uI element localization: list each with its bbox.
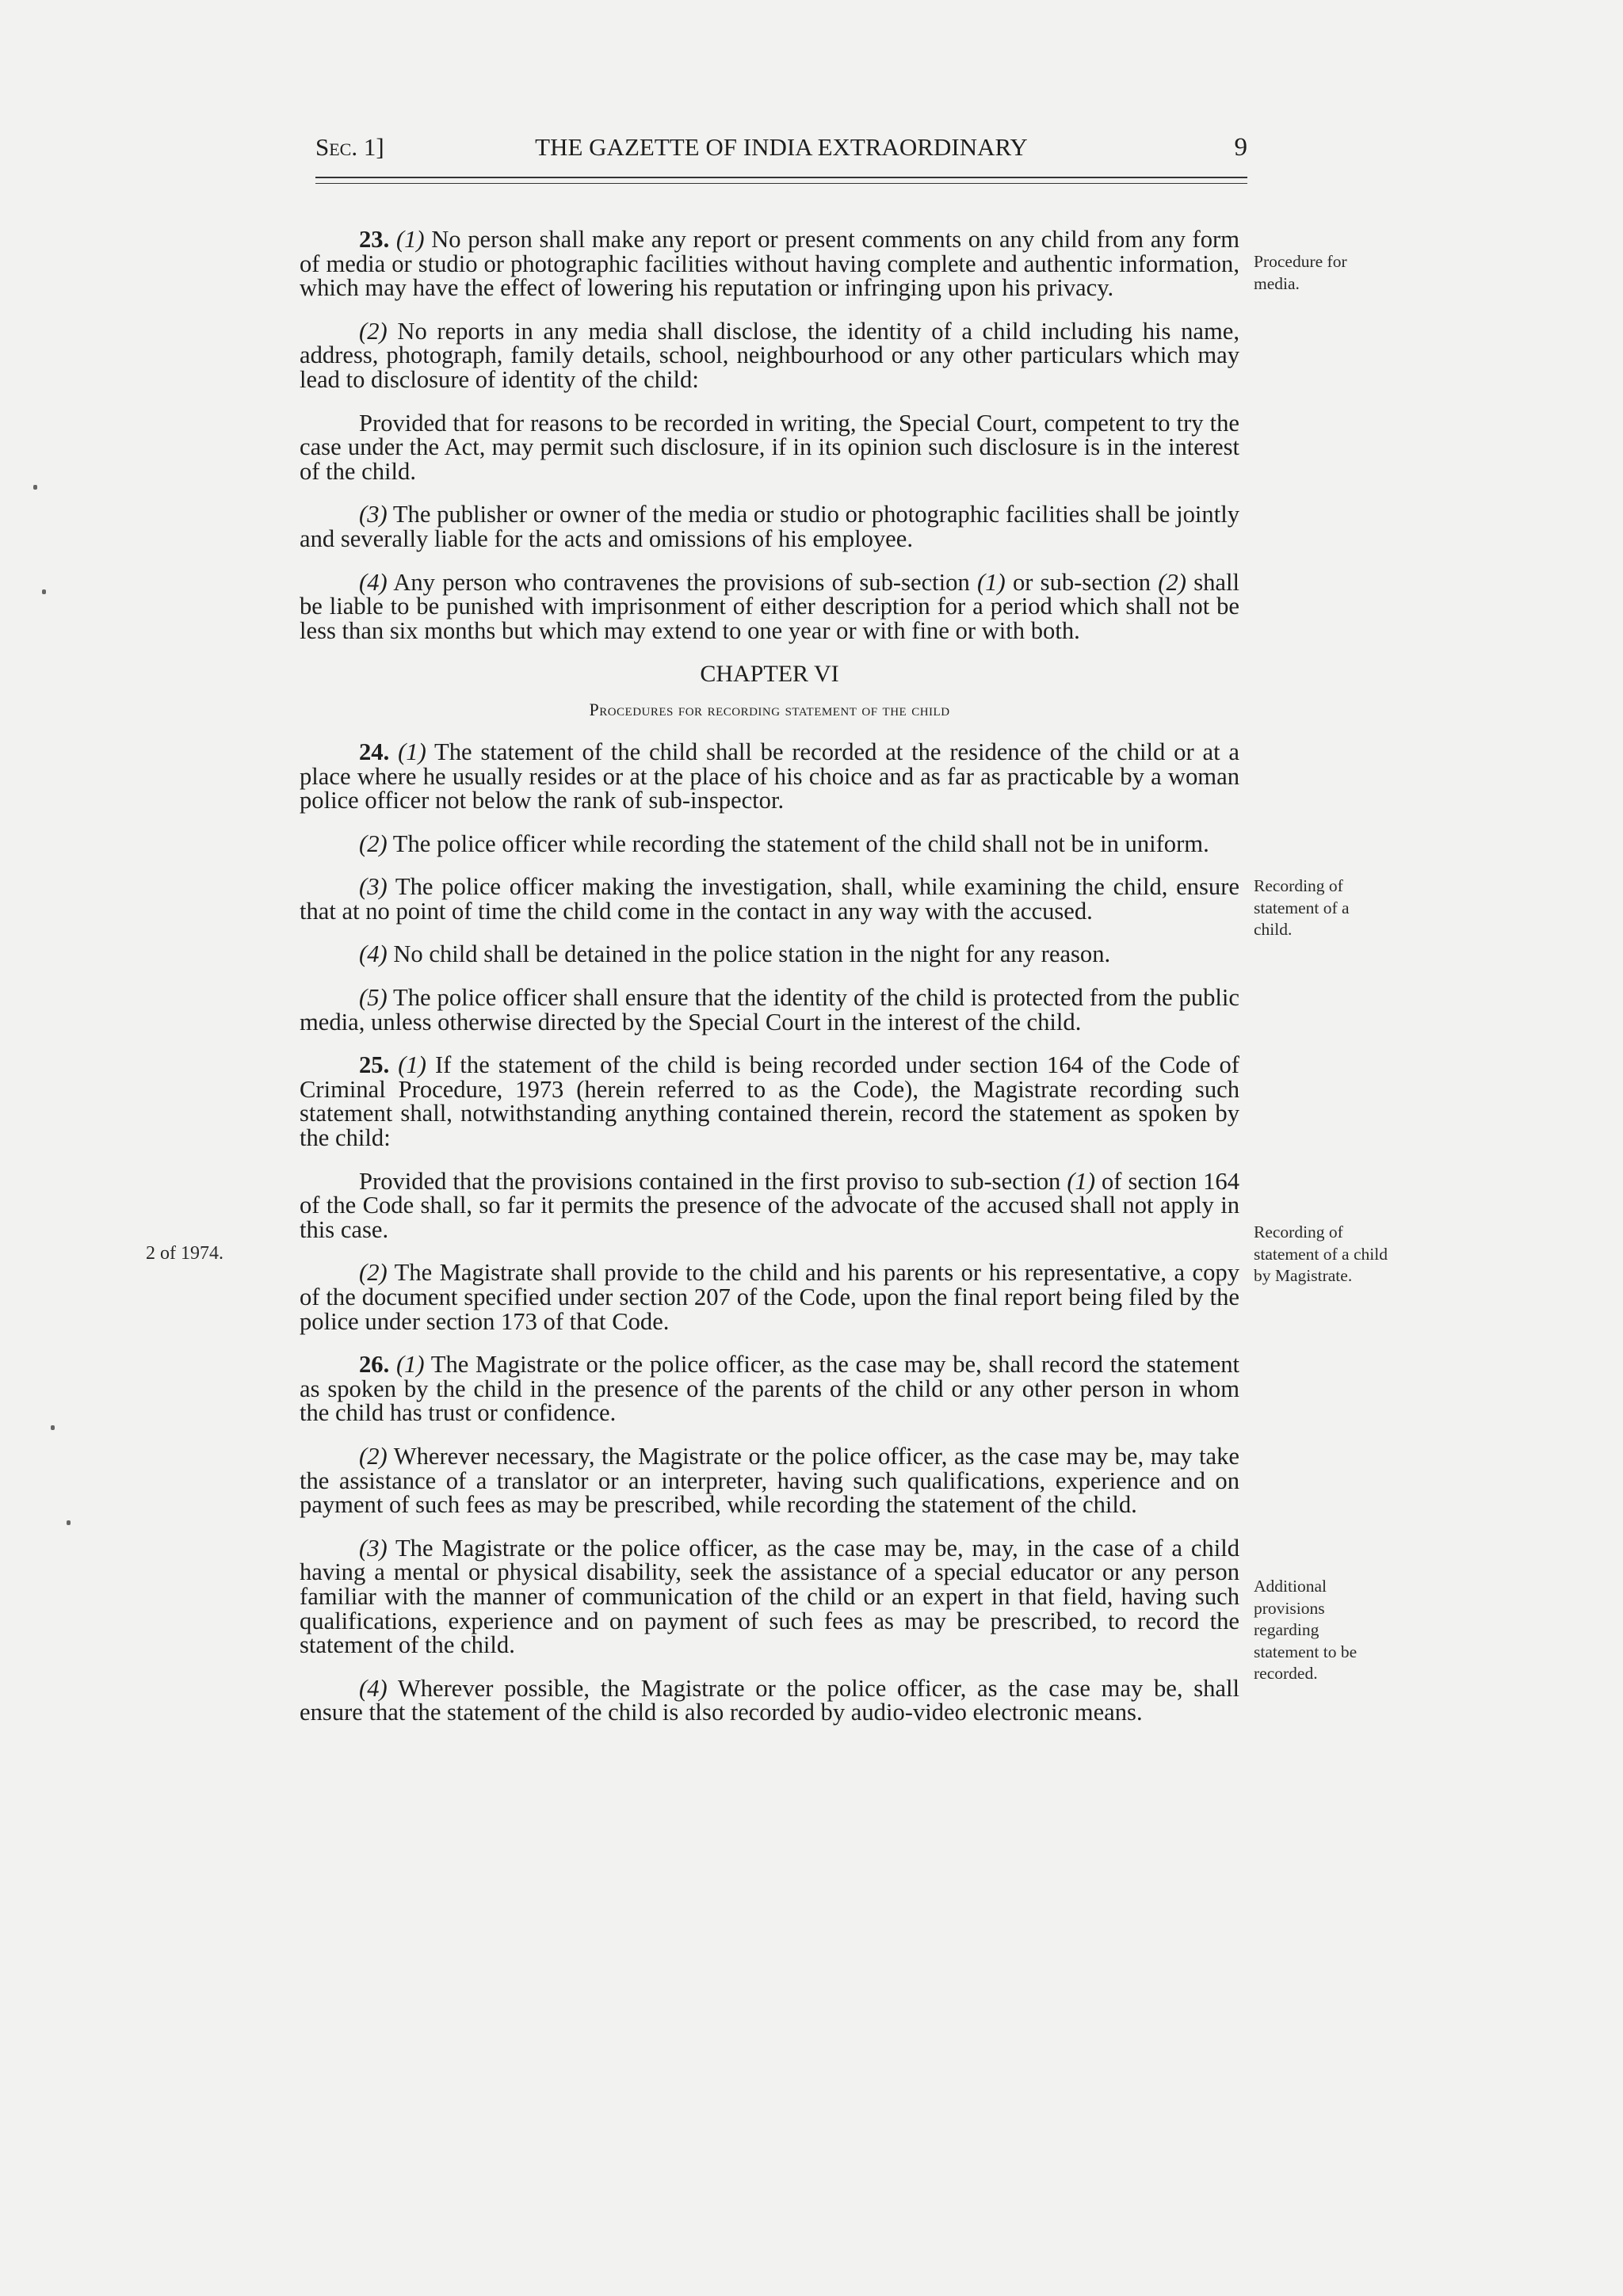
subsection-marker: (3) bbox=[359, 1534, 388, 1562]
subsection-marker: (1) bbox=[395, 1351, 425, 1379]
subsection-marker: (5) bbox=[359, 984, 388, 1012]
page-number: 9 bbox=[1234, 133, 1247, 162]
section-26-subsection-2 bbox=[300, 1444, 1239, 1517]
section-23-subsection-2 bbox=[300, 319, 1239, 392]
paragraph-text: or sub-section bbox=[1005, 568, 1159, 596]
paragraph-text: The police officer shall ensure that the identity of the child is protected from the public media, unless otherwise directed by the Special Court in the interest of the child. bbox=[300, 984, 1239, 1035]
paragraph-text: If the statement of the child is being recorded under section 164 of the Code of Criminal Procedure, 1973 (herein referred to as the Code), the Magistrate recording such statement shall, notwithstanding anything contained therein, record the statement as spoken by the child: bbox=[300, 1051, 1239, 1152]
section-25-subsection-2 bbox=[300, 1261, 1239, 1333]
section-25-subsection-1 bbox=[300, 1053, 1239, 1150]
subsection-marker: (3) bbox=[359, 501, 388, 528]
subsection-marker: (2) bbox=[359, 1442, 388, 1470]
paragraph-text: Provided that the provisions contained in the first proviso to sub-section bbox=[359, 1167, 1067, 1195]
margin-note-procedure-for-media: Procedure for media. bbox=[1254, 252, 1347, 293]
paragraph-text: The Magistrate or the police officer, as the case may be, may, in the case of a child having a mental or physical disability, seek the assistance of a special educator or any person familiar with the manner of communication of the child or an expert in that field, having such qualifications, experience and on payment of such fees as may be prescribed, to record the statement of the child. bbox=[300, 1534, 1239, 1659]
subsection-marker: (1) bbox=[398, 738, 426, 765]
paragraph-text: No child shall be detained in the police station in the night for any reason. bbox=[387, 940, 1111, 968]
margin-note-recording-by-magistrate: Recording of statement of a child by Magistrate. bbox=[1254, 1222, 1388, 1285]
subsection-marker: (4) bbox=[359, 940, 388, 968]
subsection-marker: (4) bbox=[359, 1674, 388, 1702]
margin-note-recording-statement: Recording of statement of a child. bbox=[1254, 876, 1350, 939]
paragraph-text: The Magistrate shall provide to the child and his parents or his representative, a copy of the document specified under section 207 of the Code, upon the final report being filed by the police under section 173 of that Code. bbox=[300, 1259, 1239, 1335]
subsection-marker: (2) bbox=[359, 830, 388, 857]
section-24-subsection-3 bbox=[300, 875, 1239, 923]
paragraph-text: The police officer while recording the statement of the child shall not be in uniform. bbox=[387, 830, 1209, 857]
section-23-subsection-3 bbox=[300, 502, 1239, 551]
section-number: 1] bbox=[363, 133, 384, 161]
section-24-subsection-5 bbox=[300, 986, 1239, 1034]
section-number: 23. bbox=[359, 226, 390, 253]
cross-reference: (1) bbox=[1067, 1167, 1096, 1195]
header-rule-top bbox=[315, 177, 1247, 178]
section-26-subsection-1 bbox=[300, 1352, 1239, 1425]
paragraph-text: No person shall make any report or present comments on any child from any form of media or studio or photographic facilities without having complete and authentic information, which may have the effect of lowering his reputation or infringing upon his privacy. bbox=[300, 226, 1239, 302]
paragraph-text: Wherever possible, the Magistrate or the police officer, as the case may be, shall ensure that the statement of the child is also recorded by audio-video electronic means. bbox=[300, 1674, 1239, 1726]
header-rule-bottom bbox=[315, 183, 1247, 184]
scan-speck bbox=[42, 589, 46, 594]
subsection-marker: (1) bbox=[398, 1051, 426, 1079]
paragraph-text: Wherever necessary, the Magistrate or the police officer, as the case may be, may take the assistance of a translator or an interpreter, having such qualifications, experience and on payment of such fees as may be prescribed, while recording the statement of the child. bbox=[300, 1442, 1239, 1519]
section-23-proviso: Provided that for reasons to be recorded in writing, the Special Court, competent to try the case under the Act, may permit such disclosure, if in its opinion such disclosure is in the interest of the child. bbox=[300, 409, 1239, 485]
paragraph-text: The Magistrate or the police officer, as the case may be, shall record the statement as spoken by the child in the presence of the parents of the child or any other person in whom the child has trust or confidence. bbox=[300, 1351, 1239, 1427]
scan-speck bbox=[33, 485, 37, 490]
chapter-subheading: Procedures for recording statement of the child bbox=[589, 700, 950, 720]
subsection-marker: (3) bbox=[359, 873, 388, 901]
section-23-subsection-4 bbox=[300, 570, 1239, 643]
section-25-proviso bbox=[300, 1169, 1239, 1242]
paragraph-text: Any person who contravenes the provisions of sub-section bbox=[387, 568, 977, 596]
subsection-marker: (1) bbox=[395, 226, 425, 253]
chapter-heading: CHAPTER VI bbox=[700, 661, 839, 688]
paragraph-text: The publisher or owner of the media or studio or photographic facilities shall be jointly and severally liable for the acts and omissions of his employee. bbox=[300, 501, 1239, 552]
act-reference-note: 2 of 1974. bbox=[146, 1243, 223, 1264]
page-header bbox=[315, 133, 1247, 165]
subsection-marker: (2) bbox=[359, 1259, 388, 1287]
page-body bbox=[300, 227, 1239, 1725]
paragraph-text: No reports in any media shall disclose, the identity of a child including his name, address, photograph, family details, school, neighbourhood or any other particulars which may lead to disclosure of identity of the child: bbox=[300, 317, 1239, 393]
section-26-subsection-4 bbox=[300, 1676, 1239, 1725]
subsection-marker: (4) bbox=[359, 568, 388, 596]
cross-reference: (1) bbox=[977, 568, 1006, 596]
section-24-subsection-4 bbox=[300, 942, 1239, 967]
section-number: 24. bbox=[359, 738, 390, 765]
paragraph-text: The police officer making the investigation, shall, while examining the child, ensure that at no point of time the child come in the contact in any way with the accused. bbox=[300, 873, 1239, 925]
paragraph-text: of section 164 of the Code shall, so far it permits the presence of the advocate of the accused shall not apply in this case. bbox=[300, 1167, 1239, 1243]
subsection-marker: (2) bbox=[359, 317, 388, 345]
section-number: 26. bbox=[359, 1351, 390, 1379]
section-26-subsection-3 bbox=[300, 1536, 1239, 1657]
section-number: 25. bbox=[359, 1051, 390, 1079]
scan-speck bbox=[67, 1520, 71, 1525]
section-prefix: Sec. bbox=[315, 133, 358, 161]
section-23-subsection-1 bbox=[300, 227, 1239, 300]
gazette-title: THE GAZETTE OF INDIA EXTRAORDINARY bbox=[535, 133, 1028, 161]
paragraph-text: shall be liable to be punished with imprisonment of either description for a period which shall not be less than six months but which may extend to one year or with fine or with both. bbox=[300, 568, 1240, 644]
section-24-subsection-2 bbox=[300, 832, 1239, 856]
section-24-subsection-1 bbox=[300, 740, 1239, 813]
margin-note-additional-provisions: Additional provisions regarding statement to be recorded. bbox=[1254, 1577, 1358, 1683]
scan-speck bbox=[51, 1425, 55, 1430]
cross-reference: (2) bbox=[1158, 568, 1186, 596]
paragraph-text: The statement of the child shall be recorded at the residence of the child or at a place where he usually resides or at the place of his choice and as far as practicable by a woman police officer not below the rank of sub-inspector. bbox=[300, 738, 1239, 814]
